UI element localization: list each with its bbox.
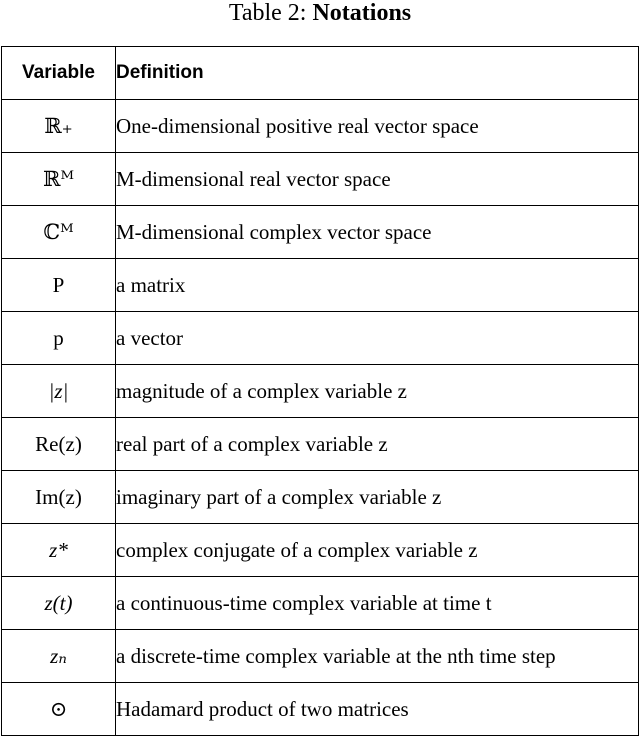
table-row [2,259,639,312]
definition-cell: a continuous-time complex variable at time t [116,577,639,630]
definition-cell: a vector [116,312,639,365]
table-row [2,153,639,206]
caption-title: Notations [312,0,412,26]
table-row [2,471,639,524]
table-row [2,524,639,577]
definition-cell: magnitude of a complex variable z [116,365,639,418]
variable-cell: z(t) [2,577,116,630]
variable-cell: z* [2,524,116,577]
table-row [2,365,639,418]
variable-cell: zₙ [2,630,116,683]
definition-cell: One-dimensional positive real vector space [116,100,639,153]
table-caption [0,0,640,26]
definition-cell: real part of a complex variable z [116,418,639,471]
table-row [2,577,639,630]
header-definition: Definition [116,47,639,100]
definition-cell: M-dimensional real vector space [116,153,639,206]
definition-cell: Hadamard product of two matrices [116,683,639,736]
definition-cell: M-dimensional complex vector space [116,206,639,259]
variable-cell: ℝ₊ [2,100,116,153]
table-row [2,683,639,736]
table-row [2,206,639,259]
definition-cell: complex conjugate of a complex variable z [116,524,639,577]
definition-cell: a matrix [116,259,639,312]
table-row [2,418,639,471]
header-row [2,47,639,100]
variable-cell: ℂᴹ [2,206,116,259]
variable-cell: Im(z) [2,471,116,524]
variable-cell: p [2,312,116,365]
variable-cell: Re(z) [2,418,116,471]
table-row [2,312,639,365]
header-variable: Variable [2,47,116,100]
variable-cell: ℝᴹ [2,153,116,206]
variable-cell: ⊙ [2,683,116,736]
definition-cell: imaginary part of a complex variable z [116,471,639,524]
table-row [2,630,639,683]
caption-label: Table 2: [228,0,307,26]
table-row [2,100,639,153]
variable-cell: |z| [2,365,116,418]
notations-table [1,46,639,736]
variable-cell: P [2,259,116,312]
definition-cell: a discrete-time complex variable at the nth time step [116,630,639,683]
